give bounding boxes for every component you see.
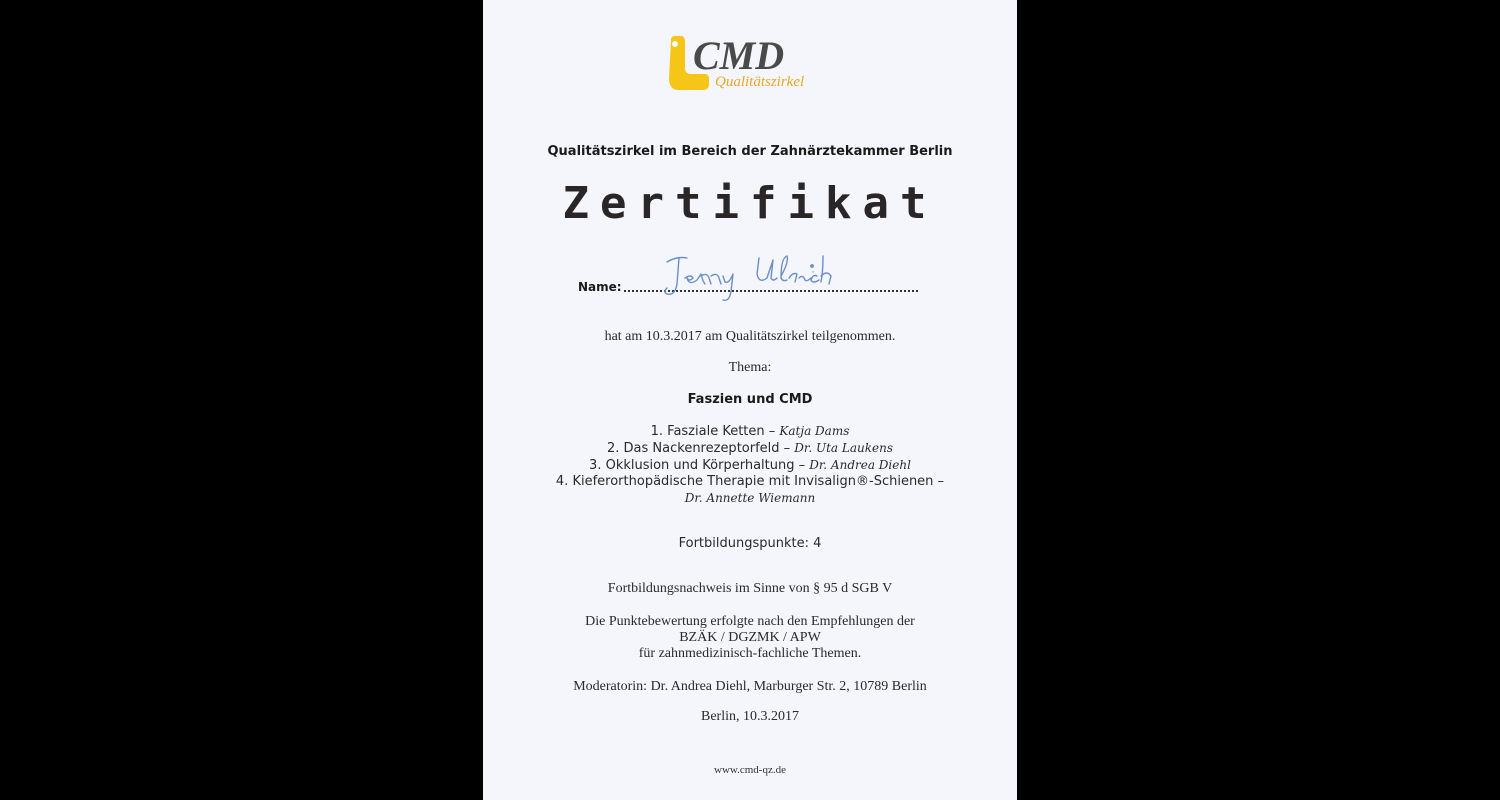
list-item: 2. Das Nackenrezeptorfeld – Dr. Uta Laukens (607, 441, 893, 456)
evaluation-text: Die Punktebewertung erfolgte nach den Empfehlungen der BZÄK / DGZMK / APW für zahnmedizinisch-fachliche Themen. (585, 614, 915, 661)
website-link[interactable]: www.cmd-qz.de (714, 764, 786, 776)
training-points: Fortbildungspunkte: 4 (678, 536, 822, 551)
thema-label: Thema: (728, 360, 772, 375)
proof-statement: Fortbildungsnachweis im Sinne von § 95 d SGB V (607, 581, 893, 596)
logo-word: CMD (693, 33, 785, 78)
name-label: Name: (578, 280, 622, 294)
certificate-title: Zertifikat (562, 178, 938, 229)
organization-heading: Qualitätszirkel im Bereich der Zahnärztekammer Berlin (547, 144, 953, 159)
handwritten-name-signature (663, 248, 883, 304)
list-item: 3. Okklusion und Körperhaltung – Dr. Andrea Diehl (589, 458, 911, 473)
logo-subtitle: Qualitätszirkel (715, 74, 805, 90)
topic-title: Faszien und CMD (687, 392, 813, 407)
place-date: Berlin, 10.3.2017 (701, 709, 799, 724)
list-item: 1. Fasziale Ketten – Katja Dams (650, 424, 850, 439)
cmd-logo (665, 34, 845, 94)
moderator-line: Moderatorin: Dr. Andrea Diehl, Marburger Str. 2, 10789 Berlin (573, 679, 927, 694)
participation-text: hat am 10.3.2017 am Qualitätszirkel teilgenommen. (604, 329, 896, 344)
lecture-list (483, 423, 1017, 507)
certificate-page (483, 0, 1017, 800)
list-item: 4. Kieferorthopädische Therapie mit Invisalign®-Schienen – (555, 474, 945, 489)
list-item-speaker: Dr. Annette Wiemann (684, 491, 816, 505)
